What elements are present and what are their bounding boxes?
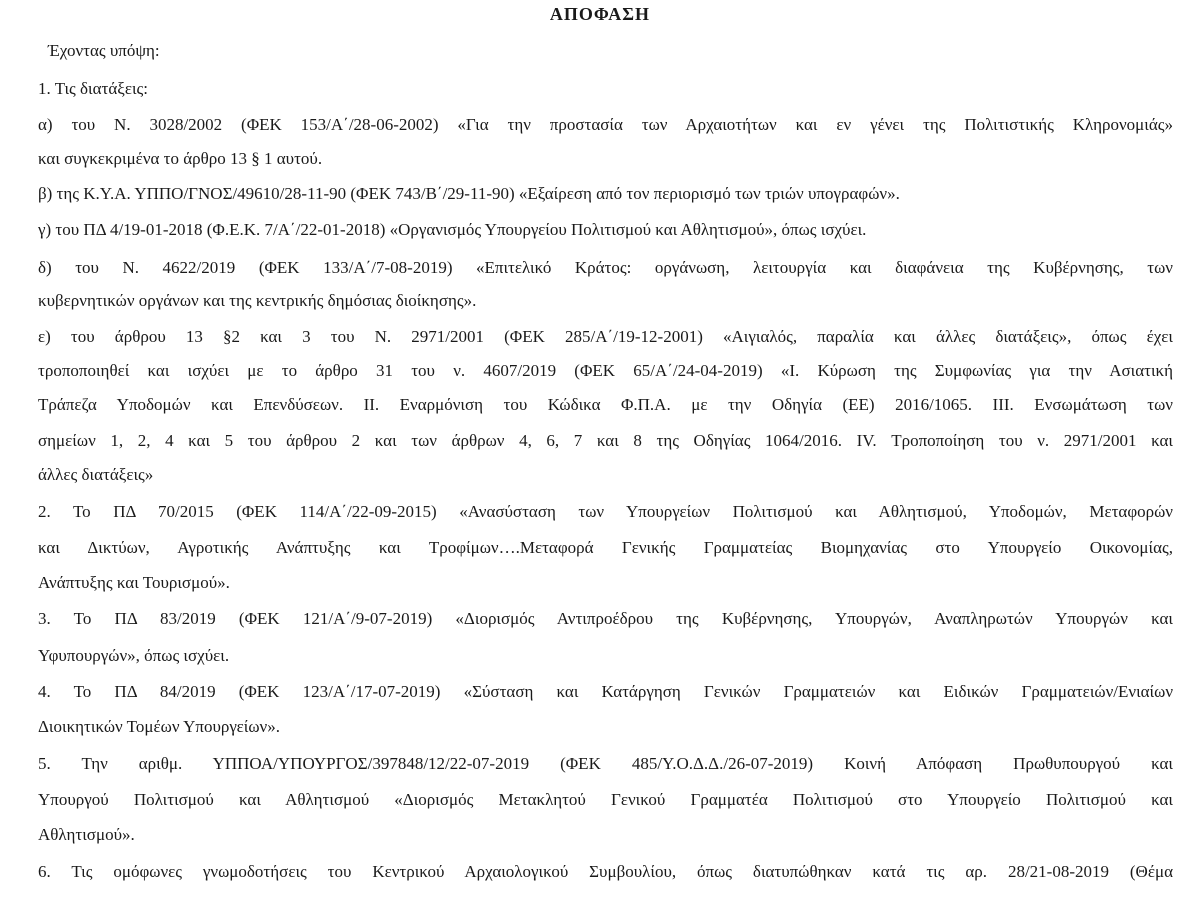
document-title: ΑΠΟΦΑΣΗ <box>549 4 651 24</box>
paragraph-line: γ) του ΠΔ 4/19-01-2018 (Φ.Ε.Κ. 7/Α΄/22-01-2018) «Οργανισμός Υπουργείου Πολιτισμού και Αθλητισμού», όπως ισχύει. <box>38 220 867 239</box>
paragraph-line: 3. Το ΠΔ 83/2019 (ΦΕΚ 121/Α΄/9-07-2019) «Διορισμός Αντιπροέδρου της Κυβέρνησης, Υπουργών, Αναπληρωτών Υπουργών και <box>38 609 1173 628</box>
paragraph-line: Αθλητισμού». <box>38 825 135 844</box>
paragraph-line: Υπουργού Πολιτισμού και Αθλητισμού «Διορισμός Μετακλητού Γενικού Γραμματέα Πολιτισμού στο Υπουργείο Πολιτισμού και <box>38 790 1173 809</box>
paragraph-line: κυβερνητικών οργάνων και της κεντρικής δημόσιας διοίκησης». <box>38 291 477 310</box>
paragraph-line: Διοικητικών Τομέων Υπουργείων». <box>38 717 280 736</box>
paragraph-line: και συγκεκριμένα το άρθρο 13 § 1 αυτού. <box>38 149 323 168</box>
paragraph-line: ε) του άρθρου 13 §2 και 3 του Ν. 2971/2001 (ΦΕΚ 285/Α΄/19-12-2001) «Αιγιαλός, παραλία και άλλες διατάξεις», όπως έχει <box>38 327 1173 346</box>
paragraph-line: και Δικτύων, Αγροτικής Ανάπτυξης και Τροφίμων….Μεταφορά Γενικής Γραμματείας Βιομηχανίας στο Υπουργείο Οικονομίας, <box>38 538 1173 557</box>
paragraph-line: Ανάπτυξης και Τουρισμού». <box>38 573 230 592</box>
paragraph-line: 2. Το ΠΔ 70/2015 (ΦΕΚ 114/Α΄/22-09-2015) «Ανασύσταση των Υπουργείων Πολιτισμού και Αθλητισμού, Υποδομών, Μεταφορών <box>38 502 1173 521</box>
paragraph-line: τροποποιηθεί και ισχύει με το άρθρο 31 του ν. 4607/2019 (ΦΕΚ 65/Α΄/24-04-2019) «Ι. Κύρωση της Συμφωνίας για την Ασιατική <box>38 361 1173 380</box>
section-heading: 1. Τις διατάξεις: <box>38 79 149 98</box>
paragraph-line: σημείων 1, 2, 4 και 5 του άρθρου 2 και των άρθρων 4, 6, 7 και 8 της Οδηγίας 1064/2016. IV. Τροποποίηση του ν. 2971/2001 και <box>38 431 1173 450</box>
intro-line: Έχοντας υπόψη: <box>48 41 160 60</box>
paragraph-line: 5. Την αριθμ. ΥΠΠΟΑ/ΥΠΟΥΡΓΟΣ/397848/12/22-07-2019 (ΦΕΚ 485/Υ.Ο.Δ.Δ./26-07-2019) Κοινή Απόφαση Πρωθυπουργού και <box>38 754 1173 773</box>
paragraph-line: Τράπεζα Υποδομών και Επενδύσεων. ΙΙ. Εναρμόνιση του Κώδικα Φ.Π.Α. με την Οδηγία (ΕΕ) 2016/1065. ΙΙΙ. Ενσωμάτωση των <box>38 395 1173 414</box>
paragraph-line: α) του Ν. 3028/2002 (ΦΕΚ 153/Α΄/28-06-2002) «Για την προστασία των Αρχαιοτήτων και εν γένει της Πολιτιστικής Κληρονομιάς» <box>38 115 1173 134</box>
paragraph-line: β) της Κ.Υ.Α. ΥΠΠΟ/ΓΝΟΣ/49610/28-11-90 (ΦΕΚ 743/Β΄/29-11-90) «Εξαίρεση από τον περιορισμό των τριών υπογραφών». <box>38 184 900 203</box>
paragraph-line: 6. Τις ομόφωνες γνωμοδοτήσεις του Κεντρικού Αρχαιολογικού Συμβουλίου, όπως διατυπώθηκαν κατά τις αρ. 28/21-08-2019 (Θέμα <box>38 862 1173 881</box>
paragraph-line: δ) του Ν. 4622/2019 (ΦΕΚ 133/Α΄/7-08-2019) «Επιτελικό Κράτος: οργάνωση, λειτουργία και διαφάνεια της Κυβέρνησης, των <box>38 258 1173 277</box>
paragraph-line: Υφυπουργών», όπως ισχύει. <box>38 646 230 665</box>
paragraph-line: άλλες διατάξεις» <box>38 465 154 484</box>
paragraph-line: 4. Το ΠΔ 84/2019 (ΦΕΚ 123/Α΄/17-07-2019) «Σύσταση και Κατάργηση Γενικών Γραμματειών και Ειδικών Γραμματειών/Ενιαίων <box>38 682 1173 701</box>
